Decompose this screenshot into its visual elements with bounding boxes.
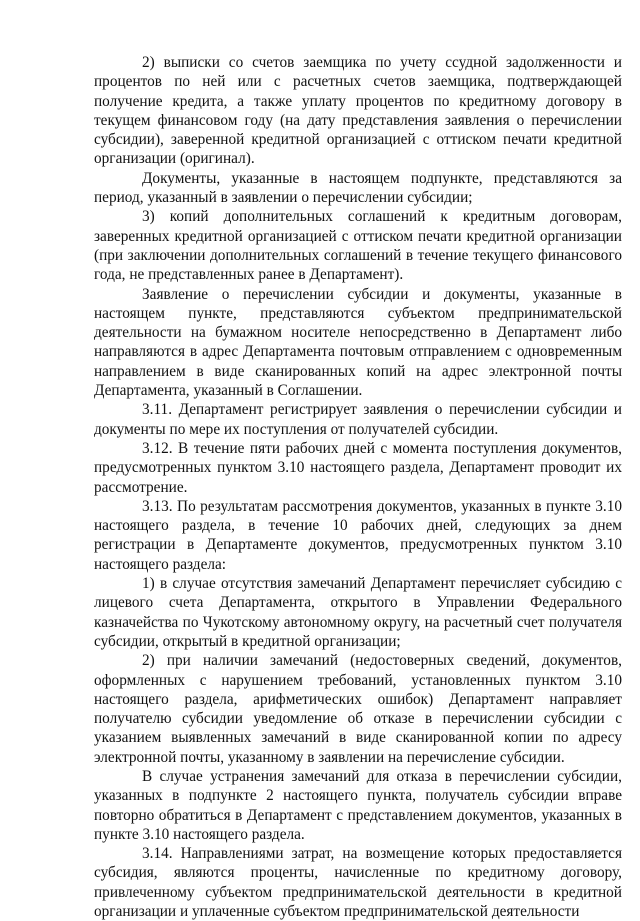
paragraph-clause-3-13-item-2: 2) при наличии замечаний (недостоверных сведений, документов, оформленных с нарушением требований, установленных пунктом 3.10 настоящего раздела, арифметических ошибок) Департамент направляет получателю субсидии уведомление об отказе в перечислении субсидии с указанием выявленных замечаний в виде сканированной копии по адресу электронной почты, указанному в заявлении на перечисление субсидии.: [94, 652, 622, 766]
paragraph-clause-3-14: 3.14. Направлениями затрат, на возмещение которых предоставляется субсидия, являются проценты, начисленные по кредитному договору, привлеченному субъектом предпринимательской деятельности в кредитной организации и уплаченные субъектом предпринимательской деятельности: [94, 845, 622, 921]
paragraph-subitem-3-additional-agreements: 3) копий дополнительных соглашений к кредитным договорам, заверенных кредитной организацией с оттиском печати кредитной организации (при заключении дополнительных соглашений в течение текущего финансового года, не представленных ранее в Департамент).: [94, 208, 622, 284]
paragraph-clause-3-13: 3.13. По результатам рассмотрения документов, указанных в пункте 3.10 настоящего раздела, в течение 10 рабочих дней, следующих за днем регистрации в Департаменте документов, предусмотренных пунктом 3.10 настоящего раздела:: [94, 497, 622, 573]
paragraph-clause-3-11: 3.11. Департамент регистрирует заявления о перечислении субсидии и документы по мере их поступления от получателей субсидии.: [94, 401, 622, 438]
paragraph-clause-3-13-item-1: 1) в случае отсутствия замечаний Департамент перечисляет субсидию с лицевого счета Департамента, открытого в Управлении Федерального казначейства по Чукотскому автономному округу, на расчетный счет получателя субсидии, открытый в кредитной организации;: [94, 575, 622, 650]
paragraph-clause-3-12: 3.12. В течение пяти рабочих дней с момента поступления документов, предусмотренных пунктом 3.10 настоящего раздела, Департамент проводит их рассмотрение.: [94, 439, 622, 496]
document-page: [94, 53, 622, 921]
paragraph-subitem-2-account-statements: 2) выписки со счетов заемщика по учету ссудной задолженности и процентов по ней или с расчетных счетов заемщика, подтверждающей получение кредита, а также уплату процентов по кредитному договору в текущем финансовом году (на дату представления заявления о перечислении субсидии), заверенной кредитной организацией с оттиском печати кредитной организации (оригинал).: [94, 54, 622, 168]
paragraph-documents-period: Документы, указанные в настоящем подпункте, представляются за период, указанный в заявлении о перечислении субсидии;: [94, 169, 622, 207]
paragraph-remarks-elimination: В случае устранения замечаний для отказа в перечислении субсидии, указанных в подпункте 2 настоящего пункта, получатель субсидии вправе повторно обратиться в Департамент с представлением документов, указанных в пункте 3.10 настоящего раздела.: [94, 767, 622, 843]
paragraph-application-submission: Заявление о перечислении субсидии и документы, указанные в настоящем пункте, представляются субъектом предпринимательской деятельности на бумажном носителе непосредственно в Департамент либо направляются в адрес Департамента почтовым отправлением с одновременным направлением в виде сканированных копий на адрес электронной почты Департамента, указанный в Соглашении.: [94, 285, 622, 400]
